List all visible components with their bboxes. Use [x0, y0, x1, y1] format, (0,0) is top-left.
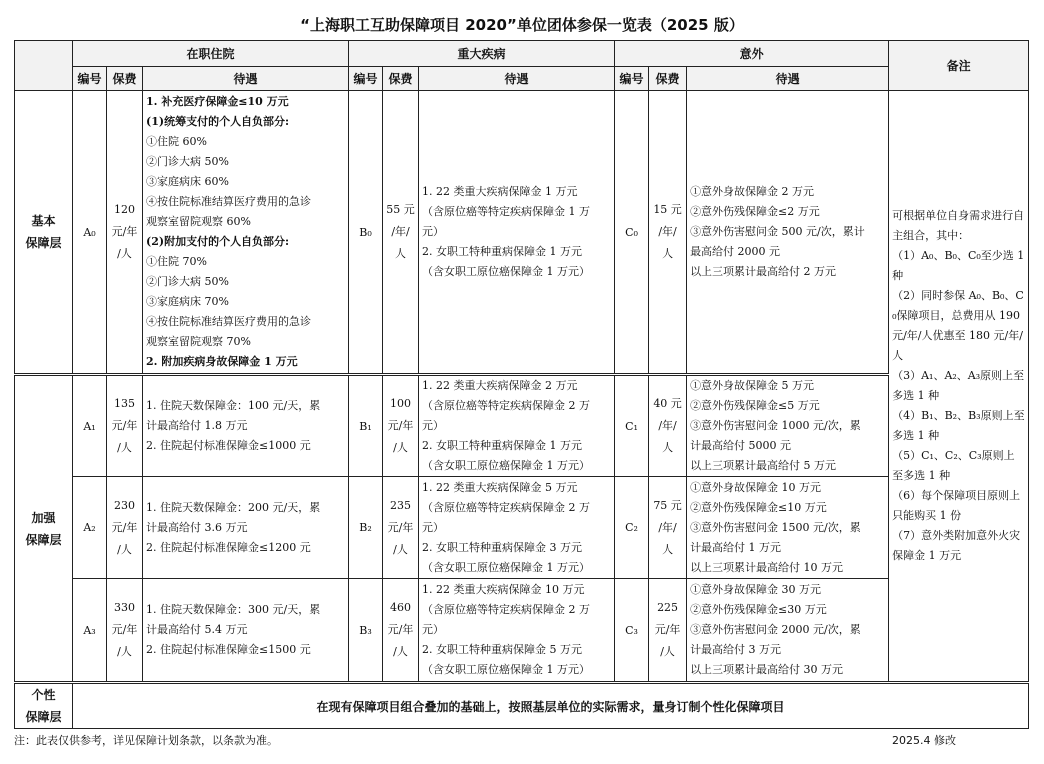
benefit-line: ③意外伤害慰问金 1000 元/次，累 [690, 419, 861, 432]
benefit-line: 观察室留院观察 70% [146, 335, 251, 348]
insurance-table [14, 40, 1029, 729]
text-line: 15 元 [653, 203, 682, 216]
level-enhanced [15, 375, 73, 683]
code-b2: B₂ [349, 477, 383, 579]
code-a1: A₁ [73, 375, 107, 477]
text-line: 225 [657, 601, 679, 614]
benefit-a0 [143, 91, 349, 375]
benefit-line: ①意外身故保障金 5 万元 [690, 379, 815, 392]
fee-b1 [383, 375, 419, 477]
benefit-b0 [419, 91, 615, 375]
text-line: 元/年 [654, 623, 681, 636]
fee-c3 [649, 579, 687, 683]
text-line: 230 [114, 498, 135, 512]
text-line: 基本 [31, 214, 56, 228]
benefit-line: 元） [422, 419, 445, 432]
benefit-line: 计最高给付 1.8 万元 [146, 419, 248, 432]
text-line: 保障层 [25, 710, 62, 724]
text-line: /年/ [658, 520, 677, 534]
text-line: 120 [114, 203, 135, 216]
benefit-line: 2. 女职工特种重病保障金 1 万元 [422, 439, 583, 452]
benefit-line: 元） [422, 520, 445, 534]
benefit-line: 2. 女职工特种重病保障金 5 万元 [422, 643, 583, 656]
benefit-line: 1. 住院天数保障金：200 元/天，累 [146, 500, 321, 514]
benefit-line: ①意外身故保障金 2 万元 [690, 185, 815, 198]
benefit-a2 [143, 477, 349, 579]
fee-a3 [107, 579, 143, 683]
benefit-a3 [143, 579, 349, 683]
text-line: 保障层 [25, 236, 62, 250]
footer-note: 注：此表仅供参考，详见保障计划条款，以条款为准。 [14, 734, 278, 747]
benefit-line: （含女职工原位癌保障金 1 万元） [422, 560, 591, 574]
benefit-line: ②门诊大病 50% [146, 275, 229, 288]
benefit-a1 [143, 375, 349, 477]
fee-c1 [649, 375, 687, 477]
text-line: 元/年 [111, 419, 138, 432]
text-line: 元/年 [387, 623, 414, 636]
benefit-line: ③家庭病床 60% [146, 175, 229, 188]
benefit-line: （7）意外类附加意外火灾保障金 1 万元 [892, 529, 1021, 562]
fee-c0 [649, 91, 687, 375]
benefit-line: （3）A₁、A₂、A₃原则上至多选 1 种 [892, 369, 1025, 402]
fee-a0 [107, 91, 143, 375]
fee-c2 [649, 477, 687, 579]
subheader-fee: 保费 [649, 67, 687, 91]
benefit-line: （含原位癌等特定疾病保障金 2 万 [422, 500, 591, 514]
benefit-line: 计最高给付 3.6 万元 [146, 520, 248, 534]
benefit-b1 [419, 375, 615, 477]
subheader-fee: 保费 [383, 67, 419, 91]
benefit-line: 2. 住院起付标准保障金≤1200 元 [146, 540, 311, 554]
benefit-line: （2）同时参保 A₀、B₀、C₀保障项目，总费用从 190 元/年/人优惠至 180 元/年/人 [892, 289, 1024, 362]
benefit-line: 2. 住院起付标准保障金≤1000 元 [146, 439, 311, 452]
subheader-benefit: 待遇 [419, 67, 615, 91]
code-b1: B₁ [349, 375, 383, 477]
corner-cell [15, 41, 73, 91]
benefit-line: （含原位癌等特定疾病保障金 2 万 [422, 603, 591, 616]
benefit-line: （4）B₁、B₂、B₃原则上至多选 1 种 [892, 409, 1025, 442]
benefit-line: 1. 22 类重大疾病保障金 5 万元 [422, 480, 578, 494]
code-b3: B₃ [349, 579, 383, 683]
benefit-line: ①住院 70% [146, 255, 207, 268]
benefit-line: 1. 22 类重大疾病保障金 1 万元 [422, 185, 578, 198]
benefit-line: 以上三项累计最高给付 5 万元 [690, 459, 837, 472]
benefit-line: 计最高给付 5000 元 [690, 439, 792, 452]
subheader-code: 编号 [349, 67, 383, 91]
benefit-line: 以上三项累计最高给付 30 万元 [690, 663, 844, 676]
text-line: 100 [390, 397, 412, 410]
code-a0: A₀ [73, 91, 107, 375]
text-line: 元/年 [387, 419, 414, 432]
text-line: 人 [662, 247, 674, 260]
benefit-line: ③意外伤害慰问金 500 元/次，累计 [690, 225, 865, 238]
benefit-line: 元） [422, 623, 445, 636]
text-line: 人 [662, 441, 674, 454]
row-basic [15, 91, 1029, 375]
code-a2: A₂ [73, 477, 107, 579]
benefit-line: ②意外伤残保障金≤30 万元 [690, 603, 827, 616]
code-c0: C₀ [615, 91, 649, 375]
row-enhanced-2 [15, 477, 1029, 579]
fee-a1 [107, 375, 143, 477]
text-line: 元/年 [111, 623, 138, 636]
code-c1: C₁ [615, 375, 649, 477]
code-a3: A₃ [73, 579, 107, 683]
benefit-line: ③意外伤害慰问金 2000 元/次，累 [690, 623, 861, 636]
fee-b3 [383, 579, 419, 683]
text-line: 元/年 [111, 225, 138, 238]
benefit-line: (2)附加支付的个人自负部分: [146, 235, 290, 248]
benefit-line: 元） [422, 225, 445, 238]
text-line: 135 [114, 397, 135, 410]
benefit-line: 2. 女职工特种重病保障金 3 万元 [422, 540, 583, 554]
benefit-line: 2. 附加疾病身故保障金 1 万元 [146, 355, 298, 368]
benefit-line: （含女职工原位癌保障金 1 万元） [422, 663, 591, 676]
benefit-line: ②意外伤残保障金≤2 万元 [690, 205, 820, 218]
text-line: /年/ [391, 225, 410, 238]
benefit-line: （含原位癌等特定疾病保障金 2 万 [422, 399, 591, 412]
header-accident: 意外 [615, 41, 889, 67]
document-title: “上海职工互助保障项目 2020”单位团体参保一览表（2025 版） [300, 16, 744, 34]
subheader-code: 编号 [615, 67, 649, 91]
text-line: /人 [393, 542, 408, 556]
row-personal [15, 683, 1029, 729]
benefit-line: ①住院 60% [146, 135, 207, 148]
benefit-c2 [687, 477, 889, 579]
benefit-line: （含女职工原位癌保障金 1 万元） [422, 459, 591, 472]
text-line: /人 [117, 645, 132, 658]
text-line: 保障层 [25, 532, 62, 547]
text-line: 个性 [31, 688, 56, 702]
benefit-line: ①意外身故保障金 30 万元 [690, 583, 822, 596]
benefit-b3 [419, 579, 615, 683]
benefit-line: 计最高给付 3 万元 [690, 643, 782, 656]
benefit-line: 计最高给付 1 万元 [690, 540, 782, 554]
text-line: /人 [393, 645, 408, 658]
text-line: 330 [114, 601, 135, 614]
header-remark: 备注 [889, 41, 1029, 91]
fee-b2 [383, 477, 419, 579]
subheader-benefit: 待遇 [687, 67, 889, 91]
benefit-line: 2. 女职工特种重病保障金 1 万元 [422, 245, 583, 258]
benefit-line: 观察室留院观察 60% [146, 215, 251, 228]
benefit-line: (1)统筹支付的个人自负部分: [146, 115, 290, 128]
text-line: 人 [662, 542, 674, 556]
benefit-line: 1. 22 类重大疾病保障金 10 万元 [422, 583, 585, 596]
header-critical: 重大疾病 [349, 41, 615, 67]
text-line: /人 [117, 542, 132, 556]
row-enhanced-3 [15, 579, 1029, 683]
text-line: 460 [390, 601, 412, 614]
benefit-line: 可根据单位自身需求进行自主组合，其中： [892, 209, 1025, 242]
benefit-line: ②意外伤残保障金≤5 万元 [690, 399, 820, 412]
text-line: 235 [390, 498, 412, 512]
fee-b0 [383, 91, 419, 375]
benefit-line: 最高给付 2000 元 [690, 245, 781, 258]
text-line: 55 元 [386, 203, 415, 216]
benefit-line: 计最高给付 5.4 万元 [146, 623, 248, 636]
benefit-c3 [687, 579, 889, 683]
benefit-line: ②意外伤残保障金≤10 万元 [690, 500, 827, 514]
benefit-b2 [419, 477, 615, 579]
benefit-line: （含女职工原位癌保障金 1 万元） [422, 265, 591, 278]
benefit-line: 1. 22 类重大疾病保障金 2 万元 [422, 379, 578, 392]
benefit-line: ③意外伤害慰问金 1500 元/次，累 [690, 520, 861, 534]
benefit-line: 1. 补充医疗保障金≤10 万元 [146, 95, 289, 108]
subheader-benefit: 待遇 [143, 67, 349, 91]
remark-cell [889, 91, 1029, 683]
benefit-c0 [687, 91, 889, 375]
subheader-code: 编号 [73, 67, 107, 91]
benefit-line: 1. 住院天数保障金：100 元/天，累 [146, 399, 321, 412]
benefit-line: ④按住院标准结算医疗费用的急诊 [146, 195, 311, 208]
benefit-line: ④按住院标准结算医疗费用的急诊 [146, 315, 311, 328]
text-line: /年/ [658, 225, 677, 238]
level-basic [15, 91, 73, 375]
benefit-line: ①意外身故保障金 10 万元 [690, 480, 822, 494]
text-line: /人 [117, 441, 132, 454]
benefit-line: 1. 住院天数保障金：300 元/天，累 [146, 603, 321, 616]
personal-description: 在现有保障项目组合叠加的基础上，按照基层单位的实际需求，量身订制个性化保障项目 [73, 683, 1029, 729]
text-line: 40 元 [653, 397, 682, 410]
text-line: 75 元 [653, 498, 682, 512]
row-enhanced-1 [15, 375, 1029, 477]
subheader-fee: 保费 [107, 67, 143, 91]
benefit-line: 2. 住院起付标准保障金≤1500 元 [146, 643, 311, 656]
text-line: /人 [393, 441, 408, 454]
text-line: /人 [660, 645, 675, 658]
text-line: 人 [395, 247, 407, 260]
benefit-line: 以上三项累计最高给付 2 万元 [690, 265, 837, 278]
benefit-line: ③家庭病床 70% [146, 295, 229, 308]
text-line: 加强 [31, 510, 56, 525]
benefit-line: 以上三项累计最高给付 10 万元 [690, 560, 844, 574]
text-line: 元/年 [111, 520, 138, 534]
level-personal [15, 683, 73, 729]
benefit-line: （6）每个保障项目原则上只能购买 1 份 [892, 489, 1021, 522]
text-line: /人 [117, 247, 132, 260]
benefit-line: （含原位癌等特定疾病保障金 1 万 [422, 205, 591, 218]
header-inpatient: 在职住院 [73, 41, 349, 67]
fee-a2 [107, 477, 143, 579]
code-c2: C₂ [615, 477, 649, 579]
benefit-line: ②门诊大病 50% [146, 155, 229, 168]
text-line: /年/ [658, 419, 677, 432]
footer-revision: 2025.4 修改 [892, 734, 956, 747]
text-line: 元/年 [387, 520, 414, 534]
code-b0: B₀ [349, 91, 383, 375]
code-c3: C₃ [615, 579, 649, 683]
benefit-c1 [687, 375, 889, 477]
benefit-line: （1）A₀、B₀、C₀至少选 1 种 [892, 249, 1025, 282]
benefit-line: （5）C₁、C₂、C₃原则上至多选 1 种 [892, 449, 1015, 482]
